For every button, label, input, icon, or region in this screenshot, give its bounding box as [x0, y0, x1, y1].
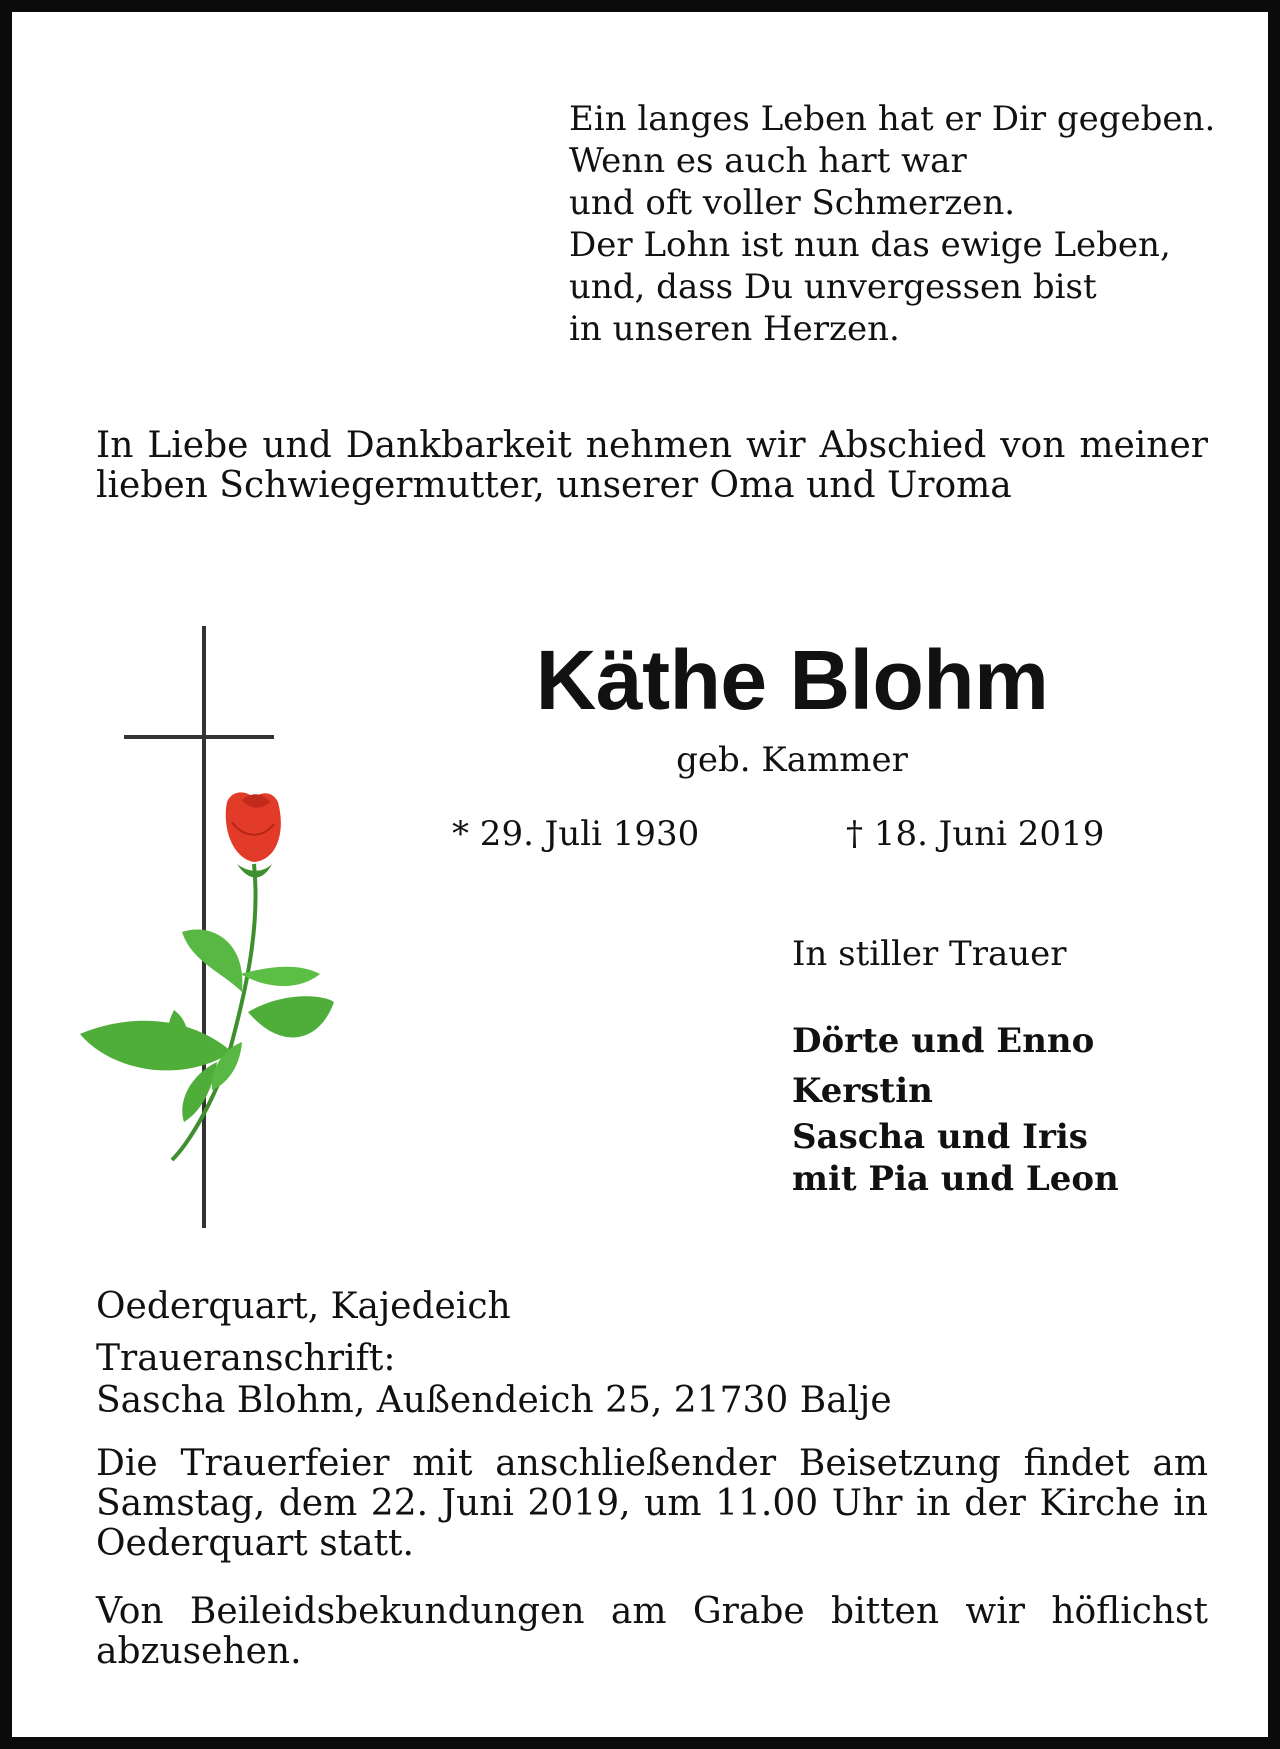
farewell-intro: In Liebe und Dankbarkeit nehmen wir Abschied von meiner lieben Schwiegermutter, unserer Oma und Uroma: [96, 425, 1208, 506]
poem-line: Wenn es auch hart war: [569, 141, 967, 181]
ceremony-notice: Die Trauerfeier mit anschließender Beisetzung findet am Samstag, dem 22. Juni 2019, um 11.00 Uhr in der Kirche in Oederquart statt.: [96, 1443, 1208, 1564]
mourner-name: Dörte und Enno: [792, 1021, 1095, 1061]
birth-date: * 29. Juli 1930: [452, 814, 700, 854]
mourners-list: [792, 1016, 1119, 1200]
mourner-name: mit Pia und Leon: [792, 1159, 1119, 1199]
mourning-label: In stiller Trauer: [792, 934, 1067, 974]
rose-leaf: [182, 930, 242, 993]
rose-leaf: [80, 1021, 232, 1071]
poem-line: und oft voller Schmerzen.: [569, 183, 1016, 223]
condolence-notice: Von Beileidsbekundungen am Grabe bitten wir höflichst abzusehen.: [96, 1591, 1208, 1672]
poem-line: in unseren Herzen.: [569, 309, 900, 349]
mourner-name: Sascha und Iris: [792, 1117, 1088, 1157]
place-line: Oederquart, Kajedeich: [96, 1286, 511, 1327]
poem-line: und, dass Du unvergessen bist: [569, 267, 1097, 307]
maiden-name: geb. Kammer: [676, 740, 908, 780]
rose-leaf: [240, 967, 320, 986]
address-label: Traueranschrift:: [96, 1338, 396, 1379]
rose-leaf: [248, 996, 334, 1037]
poem-line: Der Lohn ist nun das ewige Leben,: [569, 225, 1171, 265]
cross-and-rose-icon: [72, 622, 352, 1232]
mourning-address: [96, 1338, 892, 1422]
mourner-name: Kerstin: [792, 1071, 933, 1111]
deceased-name: Käthe Blohm: [535, 633, 1049, 727]
poem: [569, 98, 1229, 350]
address-line: Sascha Blohm, Außendeich 25, 21730 Balje: [96, 1380, 892, 1421]
poem-line: Ein langes Leben hat er Dir gegeben.: [569, 99, 1216, 139]
death-date: † 18. Juni 2019: [846, 814, 1105, 854]
rose-leaf: [182, 1062, 217, 1122]
